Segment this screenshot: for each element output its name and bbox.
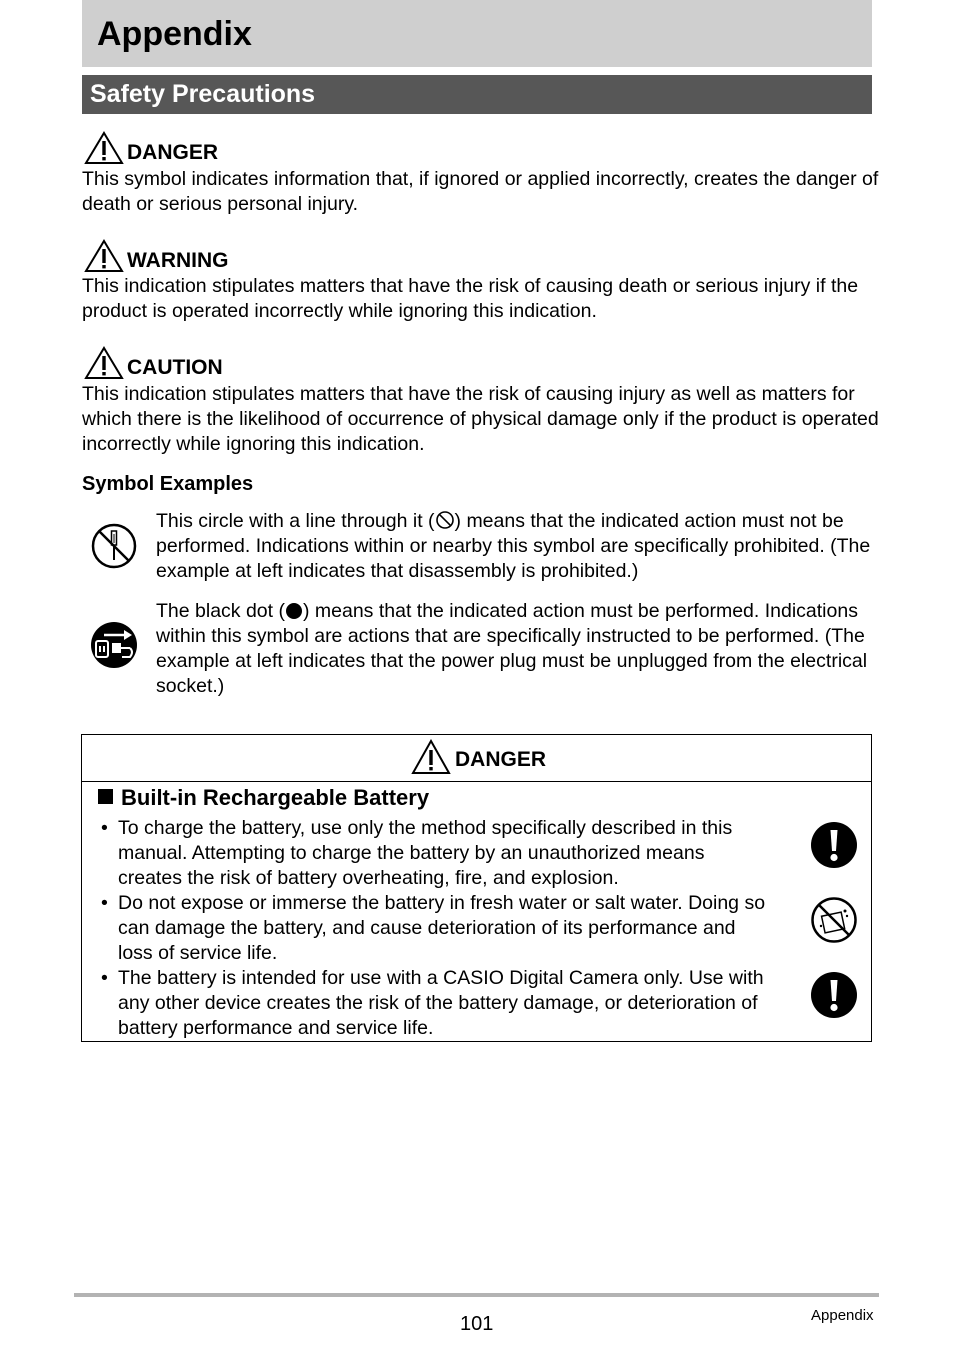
danger-box-header [82, 735, 871, 782]
warning-label: WARNING [127, 249, 229, 272]
unplug-power-icon [90, 621, 138, 669]
footer-section-label: Appendix [811, 1307, 874, 1324]
list-item-text: The battery is intended for use with a CASIO Digital Camera only. Use with any other device creates the risk of the battery damage, or deterioration of battery performance and service life. [118, 967, 764, 1039]
black-dot-icon [285, 602, 303, 620]
caution-heading [84, 344, 223, 380]
warning-triangle-icon [84, 239, 124, 273]
list-item-text: To charge the battery, use only the method specifically described in this manual. Attempting to charge the battery by an unauthorized means creates the risk of battery overheating, fire, and explosion. [118, 817, 733, 889]
prohibited-text-before: This circle with a line through it ( [156, 510, 435, 532]
list-item: • To charge the battery, use only the method specifically described in this manual. Attempting to charge the battery by an unauthorized means creates the risk of battery overheating, fire, and explosion. [92, 816, 772, 891]
square-bullet-icon [98, 789, 113, 804]
chapter-title: Appendix [97, 15, 252, 53]
prohibited-circle-icon [435, 510, 455, 530]
caution-description: This indication stipulates matters that have the risk of causing injury as well as matters for which there is the likelihood of occurrence of physical damage only if the product is operated incorrectly while ignoring this indication. [82, 383, 879, 455]
warning-heading [84, 237, 229, 273]
list-item: • Do not expose or immerse the battery in fresh water or salt water. Doing so can damage the battery, and cause deterioration of its performance and loss of service life. [92, 891, 772, 966]
prohibited-symbol-description [156, 509, 876, 584]
warning-triangle-icon [84, 346, 124, 380]
page-number: 101 [460, 1313, 494, 1335]
mandatory-text-before: The black dot ( [156, 600, 285, 622]
warning-description: This indication stipulates matters that have the risk of causing death or serious injury if the product is operated incorrectly while ignoring this indication. [82, 275, 859, 322]
danger-heading [84, 129, 218, 165]
battery-subheading-text: Built-in Rechargeable Battery [121, 785, 430, 810]
exclamation-icon [810, 971, 858, 1019]
mandatory-symbol-description [156, 599, 876, 699]
symbol-examples-heading: Symbol Examples [82, 473, 254, 495]
mandatory-text-after: ) means that the indicated action must be performed. Indications within this symbol are actions that are specifically instructed to be performed. (The example at left indicates that the power plug must be unplugged from the electrical socket.) [156, 600, 868, 697]
footer-rule [74, 1293, 879, 1297]
battery-precaution-list [92, 816, 772, 1041]
no-water-icon [810, 896, 858, 944]
danger-label: DANGER [127, 141, 219, 164]
list-item: • The battery is intended for use with a CASIO Digital Camera only. Use with any other device creates the risk of the battery damage, or deterioration of battery performance and service life. [92, 966, 772, 1041]
section-title: Safety Precautions [90, 80, 316, 108]
no-disassembly-icon [90, 522, 138, 570]
list-item-text: Do not expose or immerse the battery in fresh water or salt water. Doing so can damage the battery, and cause deterioration of its performance and loss of service life. [118, 892, 766, 964]
warning-triangle-icon [84, 131, 124, 165]
exclamation-icon [810, 821, 858, 869]
prohibited-text-after: ) means that the indicated action must not be performed. Indications within or nearby this symbol are specifically prohibited. (The example at left indicates that disassembly is prohibited.) [156, 510, 871, 582]
warning-triangle-icon [411, 739, 451, 775]
danger-box-label: DANGER [455, 748, 547, 771]
danger-box [81, 734, 872, 1042]
caution-label: CAUTION [127, 356, 223, 379]
danger-description: This symbol indicates information that, if ignored or applied incorrectly, creates the danger of death or serious personal injury. [82, 168, 879, 215]
battery-subheading [98, 783, 429, 813]
